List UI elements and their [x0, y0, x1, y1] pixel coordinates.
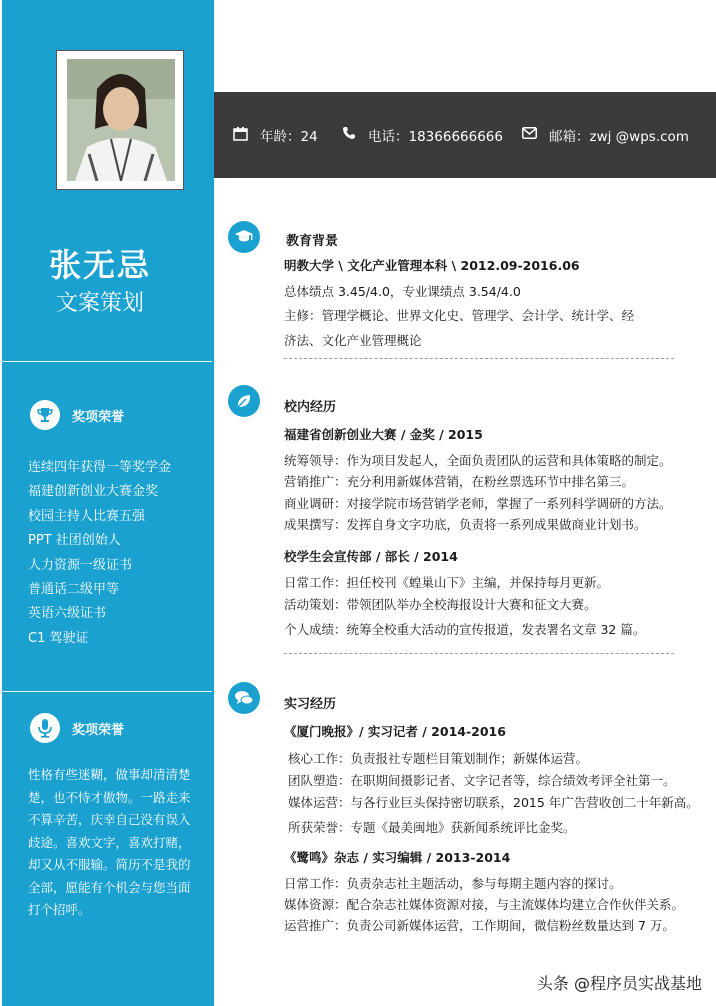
education-courses: 济法、文化产业管理概论: [284, 333, 422, 348]
about-text: 性格有些迷糊，做事却清清楚楚，也不恃才傲物。一路走来不算辛苦，庆幸自己没有误入歧途。喜欢文字，喜欢打赌，却又从不服输。简历不是我的全部，愿能有个机会与您当面打个招呼。: [28, 767, 191, 917]
watermark: 头条 @程序员实战基地: [536, 974, 702, 993]
intern-heading: 实习经历: [284, 697, 337, 712]
award-item: 普通话二级甲等: [28, 582, 120, 598]
awards-heading: [30, 400, 124, 430]
campus-exp1-line: 商业调研：对接学院市场营销学老师，掌握了一系列科学调研的方法。: [284, 496, 672, 511]
calendar-icon: [233, 126, 248, 145]
profile-photo: [67, 59, 175, 181]
intern-exp2-line: 媒体资源：配合杂志社媒体资源对接，与主流媒体均建立合作伙伴关系。: [284, 897, 685, 912]
campus-exp2-line: 个人成绩：统筹全校重大活动的宣传报道，发表署名文章 32 篇。: [284, 622, 646, 637]
leaf-icon: [228, 385, 260, 417]
chat-bubbles-icon: [228, 682, 260, 714]
intern-exp1-line: 核心工作：负责报社专题栏目策划制作；新媒体运营。: [288, 751, 589, 766]
award-item: 校园主持人比赛五强: [28, 508, 146, 524]
email-text: 邮箱：zwj @wps.com: [549, 129, 689, 145]
campus-exp1-line: 成果撰写：发挥自身文字功底，负责将一系列成果做商业计划书。: [284, 517, 647, 532]
section-divider: [284, 653, 674, 654]
awards-heading-label: 奖项荣誉: [72, 409, 125, 425]
intern-exp1-line: 所获荣誉：专题《最美闽地》获新闻系统评比金奖。: [288, 820, 576, 835]
intern-exp2-title: 《鹭鸣》杂志 / 实习编辑 / 2013-2014: [284, 850, 511, 865]
contact-age: [233, 125, 318, 145]
intern-exp1-title: 《厦门晚报》/ 实习记者 / 2014-2016: [284, 724, 506, 739]
award-item: 连续四年获得一等奖学金: [28, 460, 172, 475]
award-item: 福建创新创业大赛金奖: [28, 484, 159, 500]
phone-text: 电话：18366666666: [368, 129, 503, 145]
campus-exp2-line: 活动策划：带领团队举办全校海报设计大赛和征文大赛。: [284, 597, 597, 612]
campus-exp1-line: 营销推广：充分利用新媒体营销，在粉丝票选环节中排名第三。: [284, 474, 635, 489]
phone-icon: [342, 126, 356, 144]
campus-exp2-line: 日常工作：担任校刊《蝗巢山下》主编，并保持每月更新。: [284, 575, 610, 590]
profile-photo-frame: [56, 50, 184, 190]
intern-exp1-line: 媒体运营：与各行业巨头保持密切联系，2015 年广告营收创二十年新高。: [288, 795, 699, 810]
campus-heading: 校内经历: [284, 400, 337, 415]
intern-exp1-line: 团队塑造：在职期间摄影记者、文字记者等，综合绩效考评全社第一。: [288, 773, 676, 788]
campus-exp1-title: 福建省创新创业大赛 / 金奖 / 2015: [284, 427, 483, 442]
section-divider: [284, 358, 674, 359]
mail-icon: [522, 127, 537, 143]
intern-exp2-line: 日常工作：负责杂志社主题活动，参与每期主题内容的探讨。: [284, 876, 622, 891]
profile-title: 文案策划: [55, 291, 144, 316]
sidebar-divider: [2, 361, 212, 362]
trophy-icon: [30, 400, 60, 430]
award-item: PPT 社团创始人: [28, 533, 121, 549]
award-item: 人力资源一级证书: [28, 557, 133, 573]
education-courses: 主修：管理学概论、世界文化史、管理学、会计学、统计学、经: [284, 308, 635, 323]
education-school: 明教大学 \ 文化产业管理本科 \ 2012.09-2016.06: [284, 258, 580, 273]
education-gpa: 总体绩点 3.45/4.0，专业课绩点 3.54/4.0: [284, 284, 521, 299]
about-heading-label: 奖项荣誉: [72, 722, 125, 738]
contact-phone: [342, 125, 503, 145]
award-item: 英语六级证书: [28, 606, 107, 622]
sidebar-divider: [2, 691, 212, 692]
age-text: 年龄：24: [260, 129, 318, 145]
campus-exp2-title: 校学生会宣传部 / 部长 / 2014: [284, 549, 458, 564]
awards-list: [28, 456, 171, 651]
about-heading: [30, 713, 124, 743]
education-heading: 教育背景: [286, 234, 339, 249]
microphone-icon: [30, 713, 60, 743]
graduation-cap-icon: [228, 221, 260, 253]
contact-email: [522, 125, 689, 145]
campus-exp1-line: 统筹领导：作为项目发起人，全面负责团队的运营和具体策略的制定。: [284, 453, 672, 468]
award-item: C1 驾驶证: [28, 630, 89, 646]
profile-name: 张无忌: [48, 246, 151, 284]
intern-exp2-line: 运营推广：负责公司新媒体运营，工作期间，微信粉丝数量达到 7 万。: [284, 918, 675, 933]
